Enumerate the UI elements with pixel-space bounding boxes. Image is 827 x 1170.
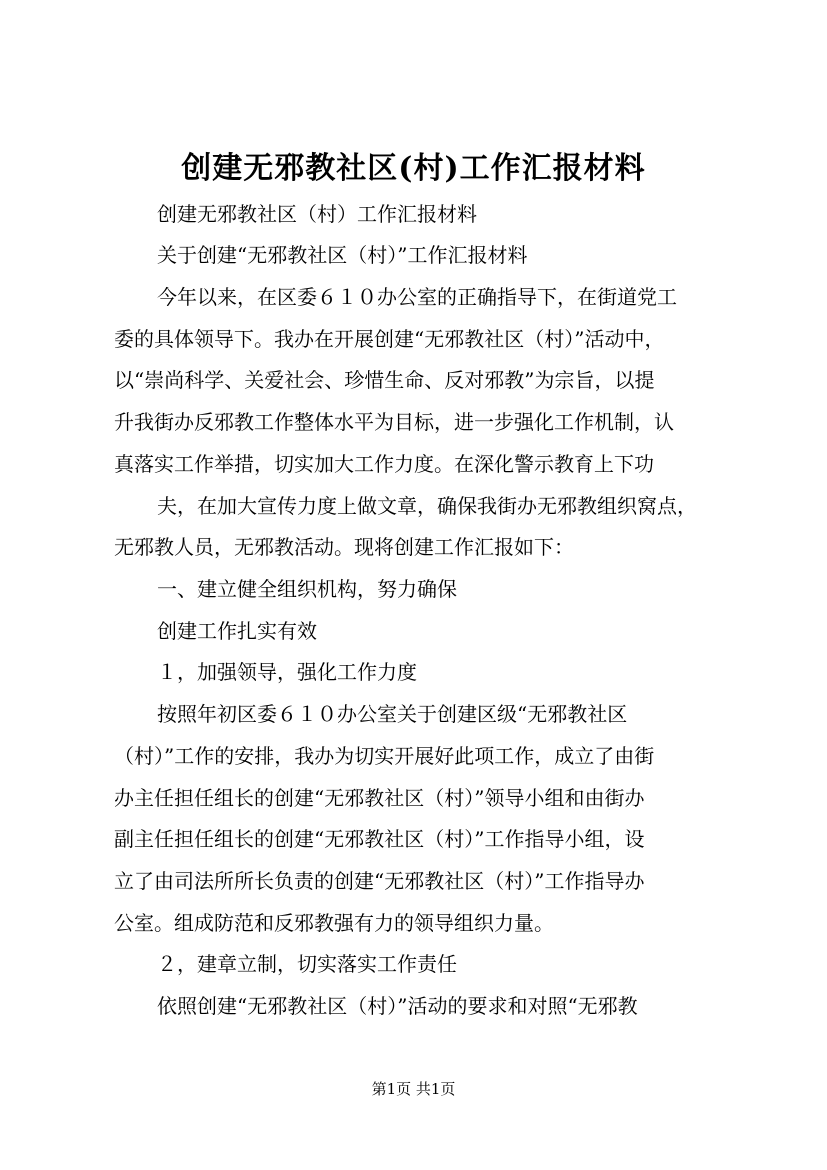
subsection-heading: １，加强领导，强化工作力度 (157, 660, 417, 684)
body-line: 真落实工作举措，切实加大工作力度。在深化警示教育上下功 (114, 452, 654, 476)
page-footer: 第1页 共1页 (371, 1080, 456, 1098)
body-line: 依照创建“无邪教社区（村）”活动的要求和对照“无邪教 (157, 994, 638, 1018)
body-line: 办主任担任组长的创建“无邪教社区（村）”领导小组和由街办 (114, 786, 645, 810)
body-line: 关于创建“无邪教社区（村）”工作汇报材料 (157, 243, 528, 267)
body-line: （村）”工作的安排，我办为切实开展好此项工作，成立了由街 (114, 744, 655, 768)
document-title: 创建无邪教社区(村)工作汇报材料 (181, 151, 646, 186)
body-line: 今年以来，在区委６１０办公室的正确指导下，在街道党工 (157, 285, 677, 309)
body-line: 委的具体领导下。我办在开展创建“无邪教社区（村）”活动中， (114, 327, 665, 351)
body-line: 副主任担任组长的创建“无邪教社区（村）”工作指导小组，设 (114, 827, 645, 851)
body-line: 夫，在加大宣传力度上做文章，确保我街办无邪教组织窝点， (157, 494, 697, 518)
body-line: 公室。组成防范和反邪教强有力的领导组织力量。 (114, 911, 554, 935)
body-line: 无邪教人员，无邪教活动。现将创建工作汇报如下： (114, 535, 574, 559)
body-line: 升我街办反邪教工作整体水平为目标，进一步强化工作机制，认 (114, 410, 674, 434)
body-line: 按照年初区委６１０办公室关于创建区级“无邪教社区 (157, 702, 628, 726)
subsection-heading: ２，建章立制，切实落实工作责任 (157, 952, 457, 976)
body-line: 立了由司法所所长负责的创建“无邪教社区（村）”工作指导办 (114, 869, 645, 893)
body-line: 创建无邪教社区（村）工作汇报材料 (157, 202, 477, 226)
section-heading: 一、建立健全组织机构，努力确保 (157, 577, 457, 601)
body-line: 以“崇尚科学、关爱社会、珍惜生命、反对邪教”为宗旨，以提 (114, 368, 655, 392)
section-heading: 创建工作扎实有效 (157, 619, 317, 643)
